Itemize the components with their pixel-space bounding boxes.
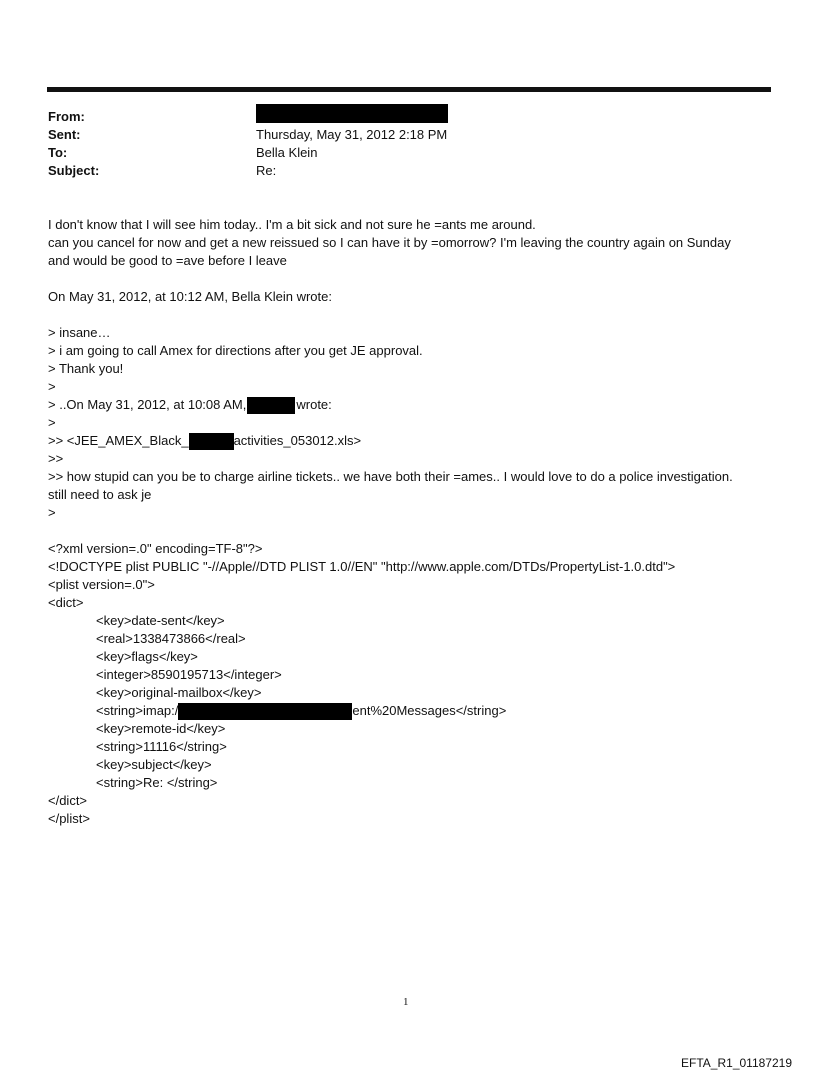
subject-value: Re:	[256, 163, 277, 178]
reply-attribution: On May 31, 2012, at 10:12 AM, Bella Klein wrote:	[48, 289, 332, 304]
quoted-line: > insane…	[48, 325, 111, 340]
subject-label: Subject:	[48, 163, 100, 178]
quoted-line: >>	[48, 451, 64, 466]
plist-line: <key>flags</key>	[96, 649, 198, 664]
quoted-line: >	[48, 379, 56, 394]
plist-line: <real>1338473866</real>	[96, 631, 246, 646]
quoted-line: > i am going to call Amex for directions after you get JE approval.	[48, 343, 423, 358]
to-value: Bella Klein	[256, 145, 318, 160]
plist-line: <plist version=.0">	[48, 577, 155, 592]
sent-label: Sent:	[48, 127, 81, 142]
quoted-line: still need to ask je	[48, 487, 152, 502]
plist-line: <string>11116</string>	[96, 739, 227, 754]
quoted-attachment	[48, 433, 361, 450]
body-line: and would be good to =ave before I leave	[48, 253, 287, 268]
plist-line: </dict>	[48, 793, 88, 808]
quoted-line: >> how stupid can you be to charge airline tickets.. we have both their =ames.. I would love to do a police investigation.	[48, 469, 733, 484]
quoted-attribution-end: wrote:	[296, 397, 332, 412]
quoted-line: > Thank you!	[48, 361, 124, 376]
attachment-name-end: activities_053012.xls>	[233, 433, 362, 448]
plist-line: <key>subject</key>	[96, 757, 212, 772]
plist-line: <key>original-mailbox</key>	[96, 685, 262, 700]
quoted-attribution-start: > ..On May 31, 2012, at 10:08 AM,	[48, 397, 247, 412]
body-line: can you cancel for now and get a new reissued so I can have it by =omorrow? I'm leaving the country again on Sunday	[48, 235, 731, 250]
page-number: 1	[403, 996, 409, 1008]
body-line: I don't know that I will see him today.. I'm a bit sick and not sure he =ants me around.	[48, 217, 536, 232]
sent-value: Thursday, May 31, 2012 2:18 PM	[256, 127, 448, 142]
redaction	[178, 703, 352, 720]
plist-line: <!DOCTYPE plist PUBLIC "-//Apple//DTD PLIST 1.0//EN" "http://www.apple.com/DTDs/PropertyList-1.0.dtd">	[48, 559, 676, 574]
quoted-line: >	[48, 415, 56, 430]
redaction	[247, 397, 295, 414]
plist-line: <key>date-sent</key>	[96, 613, 225, 628]
plist-line: <?xml version=.0" encoding=TF-8"?>	[48, 541, 263, 556]
plist-line: <key>remote-id</key>	[96, 721, 226, 736]
plist-line-mailbox	[96, 703, 506, 720]
from-label: From:	[48, 109, 85, 124]
plist-line: <integer>8590195713</integer>	[96, 667, 282, 682]
plist-line: <string>Re: </string>	[96, 775, 218, 790]
attachment-name-start: >> <JEE_AMEX_Black_	[48, 433, 189, 448]
mailbox-string-start: <string>imap:/	[96, 703, 179, 718]
from-value-redacted	[256, 104, 448, 123]
redaction	[189, 433, 234, 450]
quoted-line: >	[48, 505, 56, 520]
header-rule	[47, 87, 771, 92]
plist-line: <dict>	[48, 595, 84, 610]
plist-line: </plist>	[48, 811, 90, 826]
to-label: To:	[48, 145, 68, 160]
document-id: EFTA_R1_01187219	[681, 1056, 792, 1070]
quoted-attribution	[48, 397, 332, 414]
mailbox-string-end: ent%20Messages</string>	[352, 703, 507, 718]
